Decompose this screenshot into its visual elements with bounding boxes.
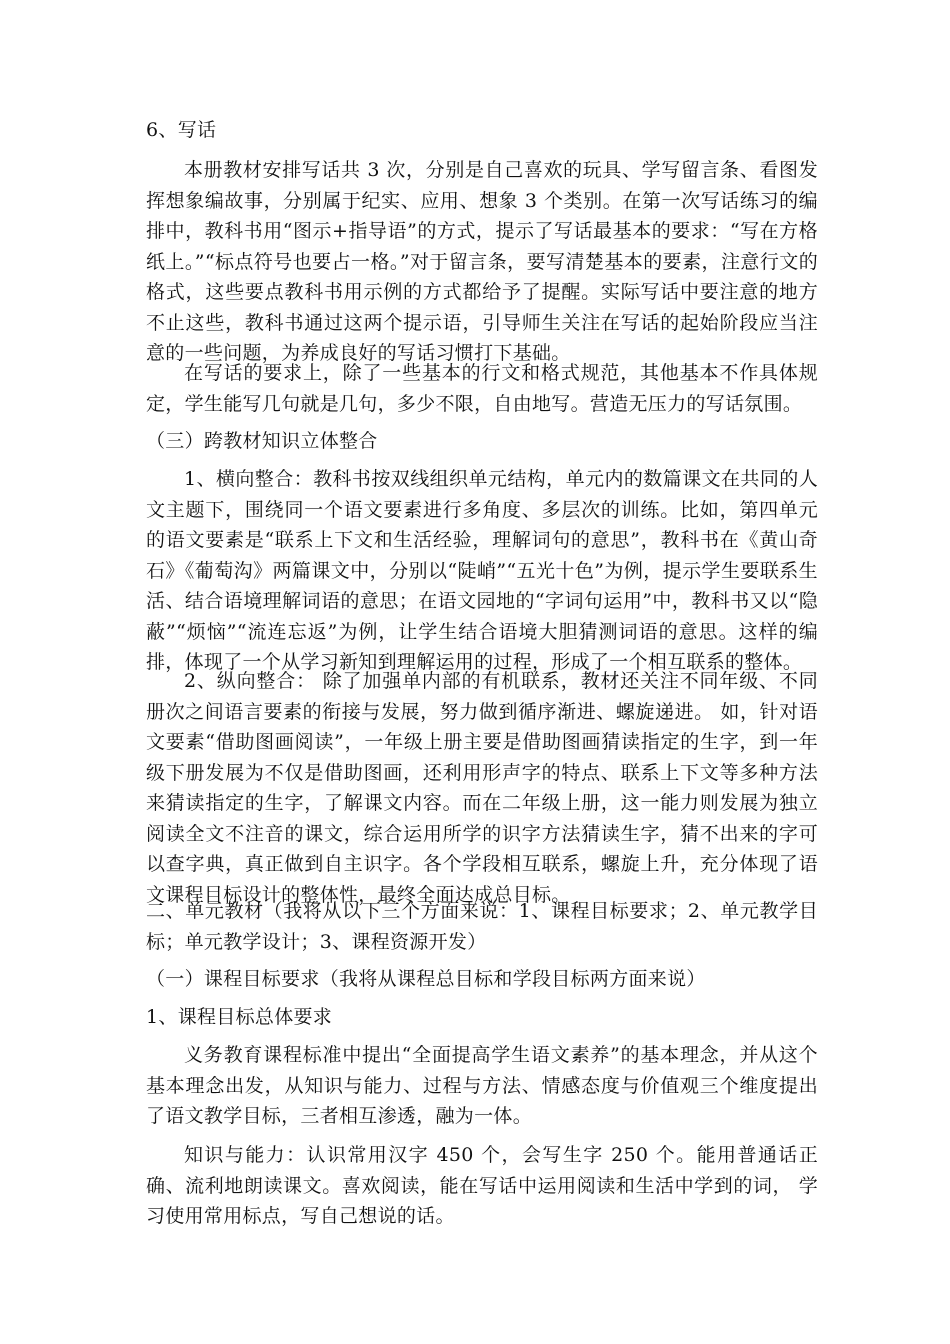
paragraph-knowledge-ability: 知识与能力：认识常用汉字 450 个，会写生字 250 个。能用普通话正确、流利地朗读课文。喜欢阅读，能在写话中运用阅读和生活中学到的词， 学习使用常用标点，写自己想说的话。 [146,1144,818,1227]
paragraph-vertical-integration: 2、纵向整合： 除了加强单内部的有机联系，教材还关注不同年级、不同册次之间语言要素的衔接与发展，努力做到循序渐进、螺旋递进。 如，针对语文要素“借助图画阅读”，一年级上册主要是借助图画猜读指定的生字，到一年级下册发展为不仅是借助图画，还利用形声字的特点、联系上下文等多种方法来猜读指定的生字，了解课文内容。而在二年级上册，这一能力则发展为独立阅读全文不注音的课文，综合运用所学的识字方法猜读生字，猜不出来的字可以查字典，真正做到自主识字。各个学段相互联系，螺旋上升，充分体现了语文课程目标设计的整体性，最终全面达成总目标。 [146,670,818,906]
section-heading-unit-materials: 二、单元教材（我将从以下三个方面来说：1、课程目标要求；2、单元教学目标；单元教学设计；3、课程资源开发） [146,900,818,953]
paragraph-writing-arrangement: 本册教材安排写话共 3 次，分别是自己喜欢的玩具、学写留言条、看图发挥想象编故事，分别属于纪实、应用、想象 3 个类别。在第一次写话练习的编排中，教科书用“图示+指导语”的方式，提示了写话最基本的要求：“写在方格纸上。”“标点符号也要占一格。”对于留言条，要写清楚基本的要素，注意行文的格式，这些要点教科书用示例的方式都给予了提醒。实际写话中要注意的地方不止这些，教科书通过这两个提示语，引导师生关注在写话的起始阶段应当注意的一些问题，为养成良好的写话习惯打下基础。 [146,159,818,364]
section-heading-overall-requirements: 1、课程目标总体要求 [146,1006,333,1028]
section-heading-course-goals: （一）课程目标要求（我将从课程总目标和学段目标两方面来说） [146,968,706,990]
section-heading-integration: （三）跨教材知识立体整合 [146,430,378,452]
paragraph-writing-requirements: 在写话的要求上，除了一些基本的行文和格式规范，其他基本不作具体规定，学生能写几句就是几句，多少不限，自由地写。营造无压力的写话氛围。 [146,362,818,415]
paragraph-horizontal-integration: 1、横向整合：教科书按双线组织单元结构，单元内的数篇课文在共同的人文主题下，围绕同一个语文要素进行多角度、多层次的训练。比如，第四单元的语文要素是“联系上下文和生活经验，理解词句的意思”，教科书在《黄山奇石》《葡萄沟》两篇课文中，分别以“陡峭”“五光十色”为例，提示学生要联系生活、结合语境理解词语的意思；在语文园地的“字词句运用”中，教科书又以“隐蔽”“烦恼”“流连忘返”为例，让学生结合语境大胆猜测词语的意思。这样的编排，体现了一个从学习新知到理解运用的过程，形成了一个相互联系的整体。 [146,468,818,673]
paragraph-overall-requirements: 义务教育课程标准中提出“全面提高学生语文素养”的基本理念，并从这个基本理念出发，从知识与能力、过程与方法、情感态度与价值观三个维度提出了语文教学目标，三者相互渗透，融为一体。 [146,1044,818,1127]
section-heading-writing: 6、写话 [146,119,217,141]
